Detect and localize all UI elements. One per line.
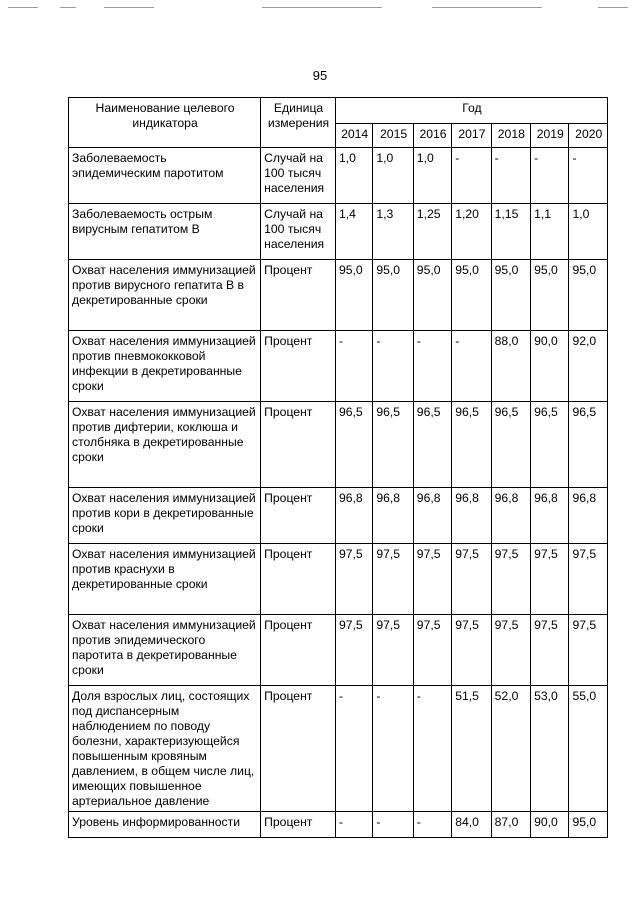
value-cell: 95,0 bbox=[413, 260, 451, 331]
value-cell: 1,0 bbox=[413, 148, 451, 204]
indicator-name: Охват населения иммунизацией против кори в декретированные сроки bbox=[69, 488, 261, 544]
header-year: Год bbox=[335, 98, 607, 124]
table-row bbox=[69, 148, 608, 204]
value-cell: 95,0 bbox=[569, 812, 608, 838]
value-cell: - bbox=[335, 331, 372, 402]
value-cell: - bbox=[373, 686, 413, 812]
value-cell: 96,5 bbox=[452, 402, 491, 488]
header-row-top bbox=[69, 98, 608, 124]
value-cell: 97,5 bbox=[373, 615, 413, 686]
scan-edge-artifacts bbox=[0, 0, 640, 14]
value-cell: 96,8 bbox=[531, 488, 569, 544]
unit-cell: Процент bbox=[261, 686, 336, 812]
value-cell: 97,5 bbox=[569, 544, 608, 615]
indicator-name: Доля взрослых лиц, состоящих под диспансерным наблюдением по поводу болезни, характеризующейся повышенным кровяным давлением, в общем числе лиц, имеющих повышенное артериальное давление bbox=[69, 686, 261, 812]
unit-cell: Процент bbox=[261, 488, 336, 544]
header-year-2018: 2018 bbox=[491, 124, 530, 148]
value-cell: 96,5 bbox=[413, 402, 451, 488]
indicator-name: Заболеваемость эпидемическим паротитом bbox=[69, 148, 261, 204]
value-cell: - bbox=[413, 331, 451, 402]
value-cell: 1,0 bbox=[373, 148, 413, 204]
value-cell: 96,5 bbox=[491, 402, 530, 488]
value-cell: 95,0 bbox=[335, 260, 372, 331]
table-row bbox=[69, 488, 608, 544]
value-cell: 96,8 bbox=[569, 488, 608, 544]
indicator-name: Охват населения иммунизацией против эпидемического паротита в декретированные сроки bbox=[69, 615, 261, 686]
value-cell: 96,5 bbox=[531, 402, 569, 488]
unit-cell: Процент bbox=[261, 544, 336, 615]
table-row bbox=[69, 812, 608, 838]
value-cell: 1,4 bbox=[335, 204, 372, 260]
page-number: 95 bbox=[312, 68, 328, 83]
value-cell: 1,0 bbox=[569, 204, 608, 260]
value-cell: 97,5 bbox=[452, 544, 491, 615]
unit-cell: Процент bbox=[261, 402, 336, 488]
value-cell: 96,5 bbox=[569, 402, 608, 488]
header-year-2014: 2014 bbox=[335, 124, 372, 148]
value-cell: 92,0 bbox=[569, 331, 608, 402]
header-year-2015: 2015 bbox=[373, 124, 413, 148]
value-cell: 95,0 bbox=[373, 260, 413, 331]
indicator-name: Охват населения иммунизацией против дифтерии, коклюша и столбняка в декретированные сроки bbox=[69, 402, 261, 488]
header-year-2019: 2019 bbox=[531, 124, 569, 148]
value-cell: 95,0 bbox=[491, 260, 530, 331]
value-cell: 97,5 bbox=[335, 615, 372, 686]
value-cell: - bbox=[373, 812, 413, 838]
header-year-2016: 2016 bbox=[413, 124, 451, 148]
value-cell: - bbox=[531, 148, 569, 204]
value-cell: 95,0 bbox=[531, 260, 569, 331]
header-year-2020: 2020 bbox=[569, 124, 608, 148]
value-cell: - bbox=[413, 812, 451, 838]
value-cell: 1,20 bbox=[452, 204, 491, 260]
value-cell: 97,5 bbox=[491, 544, 530, 615]
table-row bbox=[69, 204, 608, 260]
value-cell: 96,8 bbox=[373, 488, 413, 544]
header-year-2017: 2017 bbox=[452, 124, 491, 148]
value-cell: 96,8 bbox=[452, 488, 491, 544]
value-cell: 1,0 bbox=[335, 148, 372, 204]
value-cell: 97,5 bbox=[373, 544, 413, 615]
indicators-table bbox=[68, 97, 608, 838]
value-cell: - bbox=[452, 148, 491, 204]
unit-cell: Случай на 100 тысяч населения bbox=[261, 148, 336, 204]
unit-cell: Процент bbox=[261, 615, 336, 686]
value-cell: 97,5 bbox=[531, 544, 569, 615]
value-cell: 96,8 bbox=[335, 488, 372, 544]
value-cell: 55,0 bbox=[569, 686, 608, 812]
table-row bbox=[69, 402, 608, 488]
value-cell: 96,5 bbox=[373, 402, 413, 488]
value-cell: - bbox=[569, 148, 608, 204]
value-cell: 97,5 bbox=[569, 615, 608, 686]
unit-cell: Процент bbox=[261, 331, 336, 402]
value-cell: 97,5 bbox=[413, 544, 451, 615]
unit-cell: Процент bbox=[261, 260, 336, 331]
table-row bbox=[69, 260, 608, 331]
value-cell: 96,8 bbox=[491, 488, 530, 544]
value-cell: 97,5 bbox=[491, 615, 530, 686]
value-cell: 1,25 bbox=[413, 204, 451, 260]
value-cell: 97,5 bbox=[452, 615, 491, 686]
value-cell: 88,0 bbox=[491, 331, 530, 402]
value-cell: - bbox=[373, 331, 413, 402]
value-cell: 53,0 bbox=[531, 686, 569, 812]
indicator-name: Охват населения иммунизацией против пневмококковой инфекции в декретированные сроки bbox=[69, 331, 261, 402]
value-cell: - bbox=[335, 812, 372, 838]
value-cell: 84,0 bbox=[452, 812, 491, 838]
value-cell: 90,0 bbox=[531, 331, 569, 402]
value-cell: - bbox=[413, 686, 451, 812]
value-cell: - bbox=[452, 331, 491, 402]
value-cell: 1,15 bbox=[491, 204, 530, 260]
indicator-name: Заболеваемость острым вирусным гепатитом В bbox=[69, 204, 261, 260]
value-cell: 97,5 bbox=[413, 615, 451, 686]
table-row bbox=[69, 544, 608, 615]
value-cell: 95,0 bbox=[452, 260, 491, 331]
table-row bbox=[69, 686, 608, 812]
value-cell: 96,5 bbox=[335, 402, 372, 488]
value-cell: 97,5 bbox=[335, 544, 372, 615]
value-cell: 95,0 bbox=[569, 260, 608, 331]
value-cell: 90,0 bbox=[531, 812, 569, 838]
value-cell: - bbox=[335, 686, 372, 812]
value-cell: 96,8 bbox=[413, 488, 451, 544]
indicator-name: Уровень информированности bbox=[69, 812, 261, 838]
value-cell: 97,5 bbox=[531, 615, 569, 686]
unit-cell: Процент bbox=[261, 812, 336, 838]
indicator-name: Охват населения иммунизацией против вирусного гепатита В в декретированные сроки bbox=[69, 260, 261, 331]
indicator-name: Охват населения иммунизацией против краснухи в декретированные сроки bbox=[69, 544, 261, 615]
unit-cell: Случай на 100 тысяч населения bbox=[261, 204, 336, 260]
header-unit: Единица измерения bbox=[261, 98, 336, 148]
header-indicator-name: Наименование целевого индикатора bbox=[69, 98, 261, 148]
value-cell: 87,0 bbox=[491, 812, 530, 838]
table-row bbox=[69, 331, 608, 402]
value-cell: 51,5 bbox=[452, 686, 491, 812]
table-row bbox=[69, 615, 608, 686]
value-cell: 1,3 bbox=[373, 204, 413, 260]
value-cell: 52,0 bbox=[491, 686, 530, 812]
value-cell: - bbox=[491, 148, 530, 204]
value-cell: 1,1 bbox=[531, 204, 569, 260]
